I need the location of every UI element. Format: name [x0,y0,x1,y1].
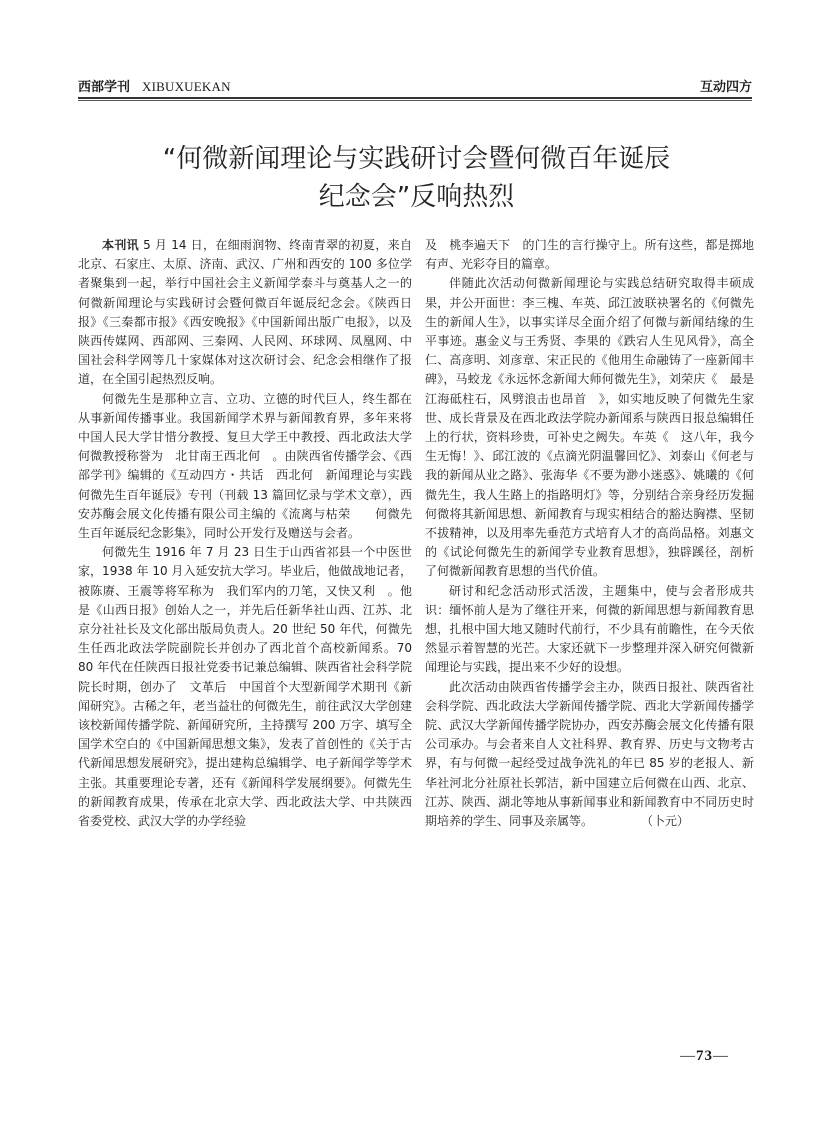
paragraph-3-continued: 及 桃李遍天下 的门生的言行操守上。所有这些，都是掷地有声、光彩夺目的篇章。 [425,238,754,272]
paragraph-1-text: 5 月 14 日，在细雨润物、终南青翠的初夏，来自北京、石家庄、太原、济南、武汉、广州和西安的 100 多位学者聚集到一起，举行中国社会主义新闻学泰斗与奠基人之一的何微新闻理论与实践研讨会暨何微百年诞辰纪念会。《陕西日报》《三秦都市报》《西安晚报》《中国新闻出版广电报》，以及陕西传媒网、西部网、三秦网、人民网、环球网、凤凰网、中国社会科学网等几十家媒体对这次研讨会、纪念会相继作了报道，在全国引起热烈反响。 [78,238,412,387]
paragraph-5: 研讨和纪念活动形式活泼，主题集中，使与会者形成共识：缅怀前人是为了继往开来，何微的新闻思想与新闻教育思想，扎根中国大地又随时代前行，不少具有前瞻性，在今天依然显示着智慧的光芒。大家还就下一步整理并深入研究何微新闻理论与实践，提出来不少好的设想。 [425,583,754,675]
paragraph-6 [425,678,754,832]
running-header [78,74,752,96]
paragraph-6-text: 此次活动由陕西省传播学会主办，陕西日报社、陕西省社会科学院、西北政法大学新闻传播学院、西北大学新闻传播学院、武汉大学新闻传播学院协办，西安苏酶会展文化传播有限公司承办。与会者来自人文社科界、教育界、历史与文物考古界，有与何微一起经受过战争洗礼的年已 85 岁的老报人、新华社河北分社原社长郭洁，新中国建立后何微在山西、北京、江苏、陕西、湖北等地从事新闻事业和新闻教育中不同历史时期培养的学生、同事及亲属等。 [425,679,754,829]
journal-name [78,76,231,95]
header-rule-thick [78,97,752,99]
paragraph-4: 伴随此次活动何微新闻理论与实践总结研究取得丰硕成果，并公开面世：李三槐、车英、邱江波联袂署名的《何微先生的新闻人生》，以事实详尽全面介绍了何微与新闻结缘的生平事迹。惠金义与王秀贤、李果的《跌宕人生见风骨》，高全仁、高彦明、刘彦章、宋正民的《他用生命融铸了一座新闻丰碑》，马蛟龙《永远怀念新闻大师何微先生》，刘荣庆《 最是江海砥柱石，风劈浪击也昂首 》，如实地反映了何微先生家世、成长背景及在西北政法学院办新闻系与陕西日报总编辑任上的行状，资料珍贵，可补史之阙失。车英《 这八年，我今生无悔！》、邱江波的《点滴光阴温馨回忆》、刘泰山《何老与我的新闻从业之路》、张海华《不要为渺小迷惑》、姚曦的《何微先生，我人生路上的指路明灯》等，分别结合亲身经历发掘何微将其新闻思想、新闻教育与现实相结合的豁达胸襟、坚韧不拔精神，以及用率先垂范方式培育人才的高尚品格。刘惠文的《试论何微先生的新闻学专业教育思想》，独辟蹊径，剖析了何微新闻教育思想的当代价值。 [425,276,754,579]
article-title-line-1: “何微新闻理论与实践研讨会暨何微百年诞辰 [162,144,671,174]
section-name: 互动四方 [699,80,752,95]
lead-label: 本刊讯 [102,238,139,252]
left-column [78,236,425,1036]
page-dash-left: — [680,1048,696,1064]
author-byline: （卜元） [641,814,690,829]
journal-name-cn: 西部学刊 [78,80,131,95]
right-column [425,236,754,1036]
paragraph-2: 何微先生是那种立言、立功、立德的时代巨人，终生都在从事新闻传播事业。我国新闻学术界与新闻教育界，多年来将中国人民大学甘惜分教授、复旦大学王中教授、西北政法大学何微教授称誉为 北甘南王西北何 。由陕西省传播学会、《西部学刊》编辑的《互动四方・共话 西北何 新闻理论与实践何微先生百年诞辰》专刊（刊载 13 篇回忆录与学术文章），西安苏酶会展文化传播有限公司主编的《流离与枯荣 何微先生百年诞辰纪念影集》，同时公开发行及赠送与会者。 [78,391,412,541]
page-dash-right: — [713,1048,729,1064]
header-rule-thin [78,100,752,101]
page-number-value: 73 [696,1048,713,1064]
journal-name-en: XIBUXUEKAN [142,79,231,94]
paragraph-3: 何微先生 1916 年 7 月 23 日生于山西省祁县一个中医世家，1938 年 10 月入延安抗大学习。毕业后，他做战地记者，被陈赓、王震等将军称为 我们军内的刀笔，又快又利 。他是《山西日报》创始人之一，并先后任新华社山西、江苏、北京分社社长及文化部出版局负责人。20 世纪 50 年代，何微先生任西北政法学院副院长并创办了西北首个高校新闻系。70 80 年代在任陕西日报社党委书记兼总编辑、陕西省社会科学院院长时期，创办了 文革后 中国首个大型新闻学术期刊《新闻研究》。古稀之年，老当益壮的何微先生，前往武汉大学创建该校新闻传播学院、新闻研究所，主持撰写 200 万字、填写全国学术空白的《中国新闻思想文集》，发表了首创性的《关于古代新闻思想发展研究》，提出建构总编辑学、电子新闻学等学术主张。其重要理论专著，还有《新闻科学发展纲要》。何微先生的新闻教育成果，传承在北京大学、西北政法大学、中共陕西省委党校、武汉大学的办学经验 [78,545,425,829]
article-title [60,140,773,216]
paragraph-1 [78,236,412,390]
page-number [680,1048,729,1065]
article-title-line-2: 纪念会”反响热烈 [318,182,515,212]
